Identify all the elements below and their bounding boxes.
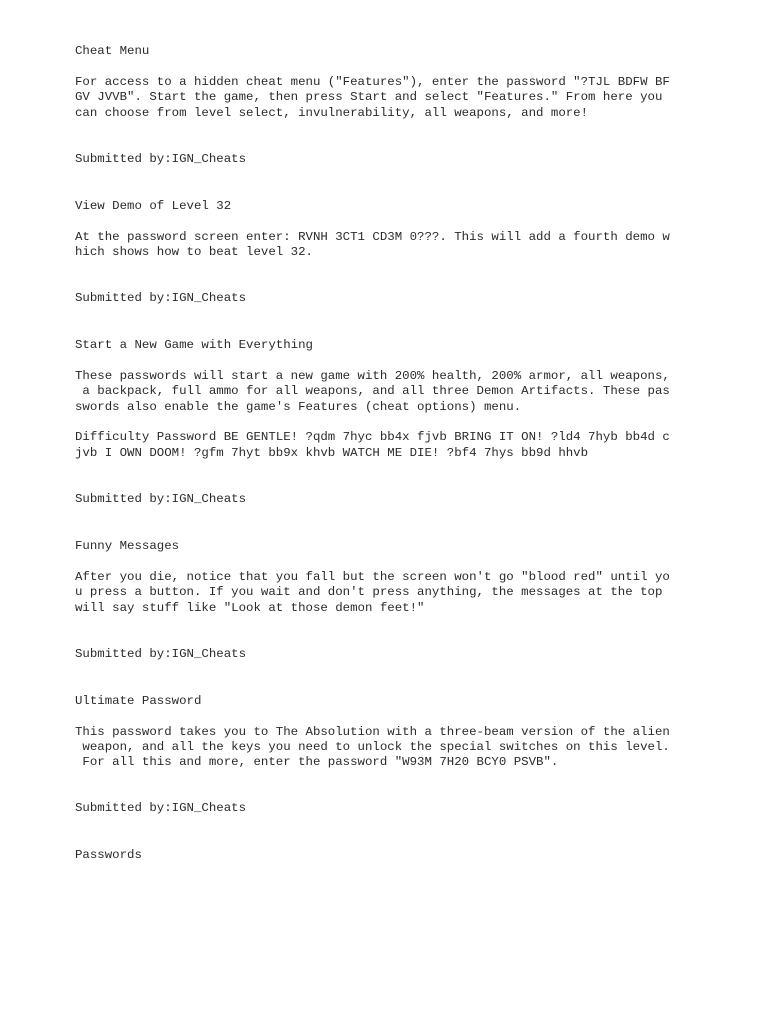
section-title: Funny Messages [75,538,180,553]
section-title: View Demo of Level 32 [75,198,232,213]
submitted-by: Submitted by:IGN_Cheats [75,646,247,661]
paragraph-line: These passwords will start a new game with 200% health, 200% armor, all weapons, [75,368,670,383]
paragraph-line: For all this and more, enter the password "W93M 7H20 BCY0 PSVB". [75,755,559,770]
paragraph-line: At the password screen enter: RVNH 3CT1 CD3M 0???. This will add a fourth demo w [75,229,670,244]
paragraph-line: For access to a hidden cheat menu ("Features"), enter the password "?TJL BDFW BF [75,74,670,89]
paragraph-line: a backpack, full ammo for all weapons, and all three Demon Artifacts. These pas [75,384,670,399]
paragraph-line: will say stuff like "Look at those demon feet!" [75,600,425,615]
paragraph-line: u press a button. If you wait and don't press anything, the messages at the top [75,585,663,600]
paragraph-line: hich shows how to beat level 32. [75,244,313,259]
document-page [75,44,695,864]
paragraph-line: jvb I OWN DOOM! ?gfm 7hyt bb9x khvb WATCH ME DIE! ?bf4 7hys bb9d hhvb [75,445,589,460]
paragraph-line: weapon, and all the keys you need to unlock the special switches on this level. [75,739,670,754]
section-title: Passwords [75,848,142,863]
paragraph-line: This password takes you to The Absolution with a three-beam version of the alien [75,724,670,739]
submitted-by: Submitted by:IGN_Cheats [75,801,247,816]
section-title: Ultimate Password [75,693,202,708]
submitted-by: Submitted by:IGN_Cheats [75,492,247,506]
section-title: Start a New Game with Everything [75,338,313,353]
submitted-by: Submitted by:IGN_Cheats [75,151,247,166]
paragraph-line: Difficulty Password BE GENTLE! ?qdm 7hyc bb4x fjvb BRING IT ON! ?ld4 7hyb bb4d c [75,430,670,445]
section-title: Cheat Menu [75,44,150,58]
paragraph-line: swords also enable the game's Features (cheat options) menu. [75,399,522,414]
paragraph-line: can choose from level select, invulnerability, all weapons, and more! [75,105,589,120]
paragraph-line: GV JVVB". Start the game, then press Start and select "Features." From here you [75,90,663,105]
paragraph-line: After you die, notice that you fall but the screen won't go "blood red" until yo [75,569,670,584]
submitted-by: Submitted by:IGN_Cheats [75,291,247,306]
